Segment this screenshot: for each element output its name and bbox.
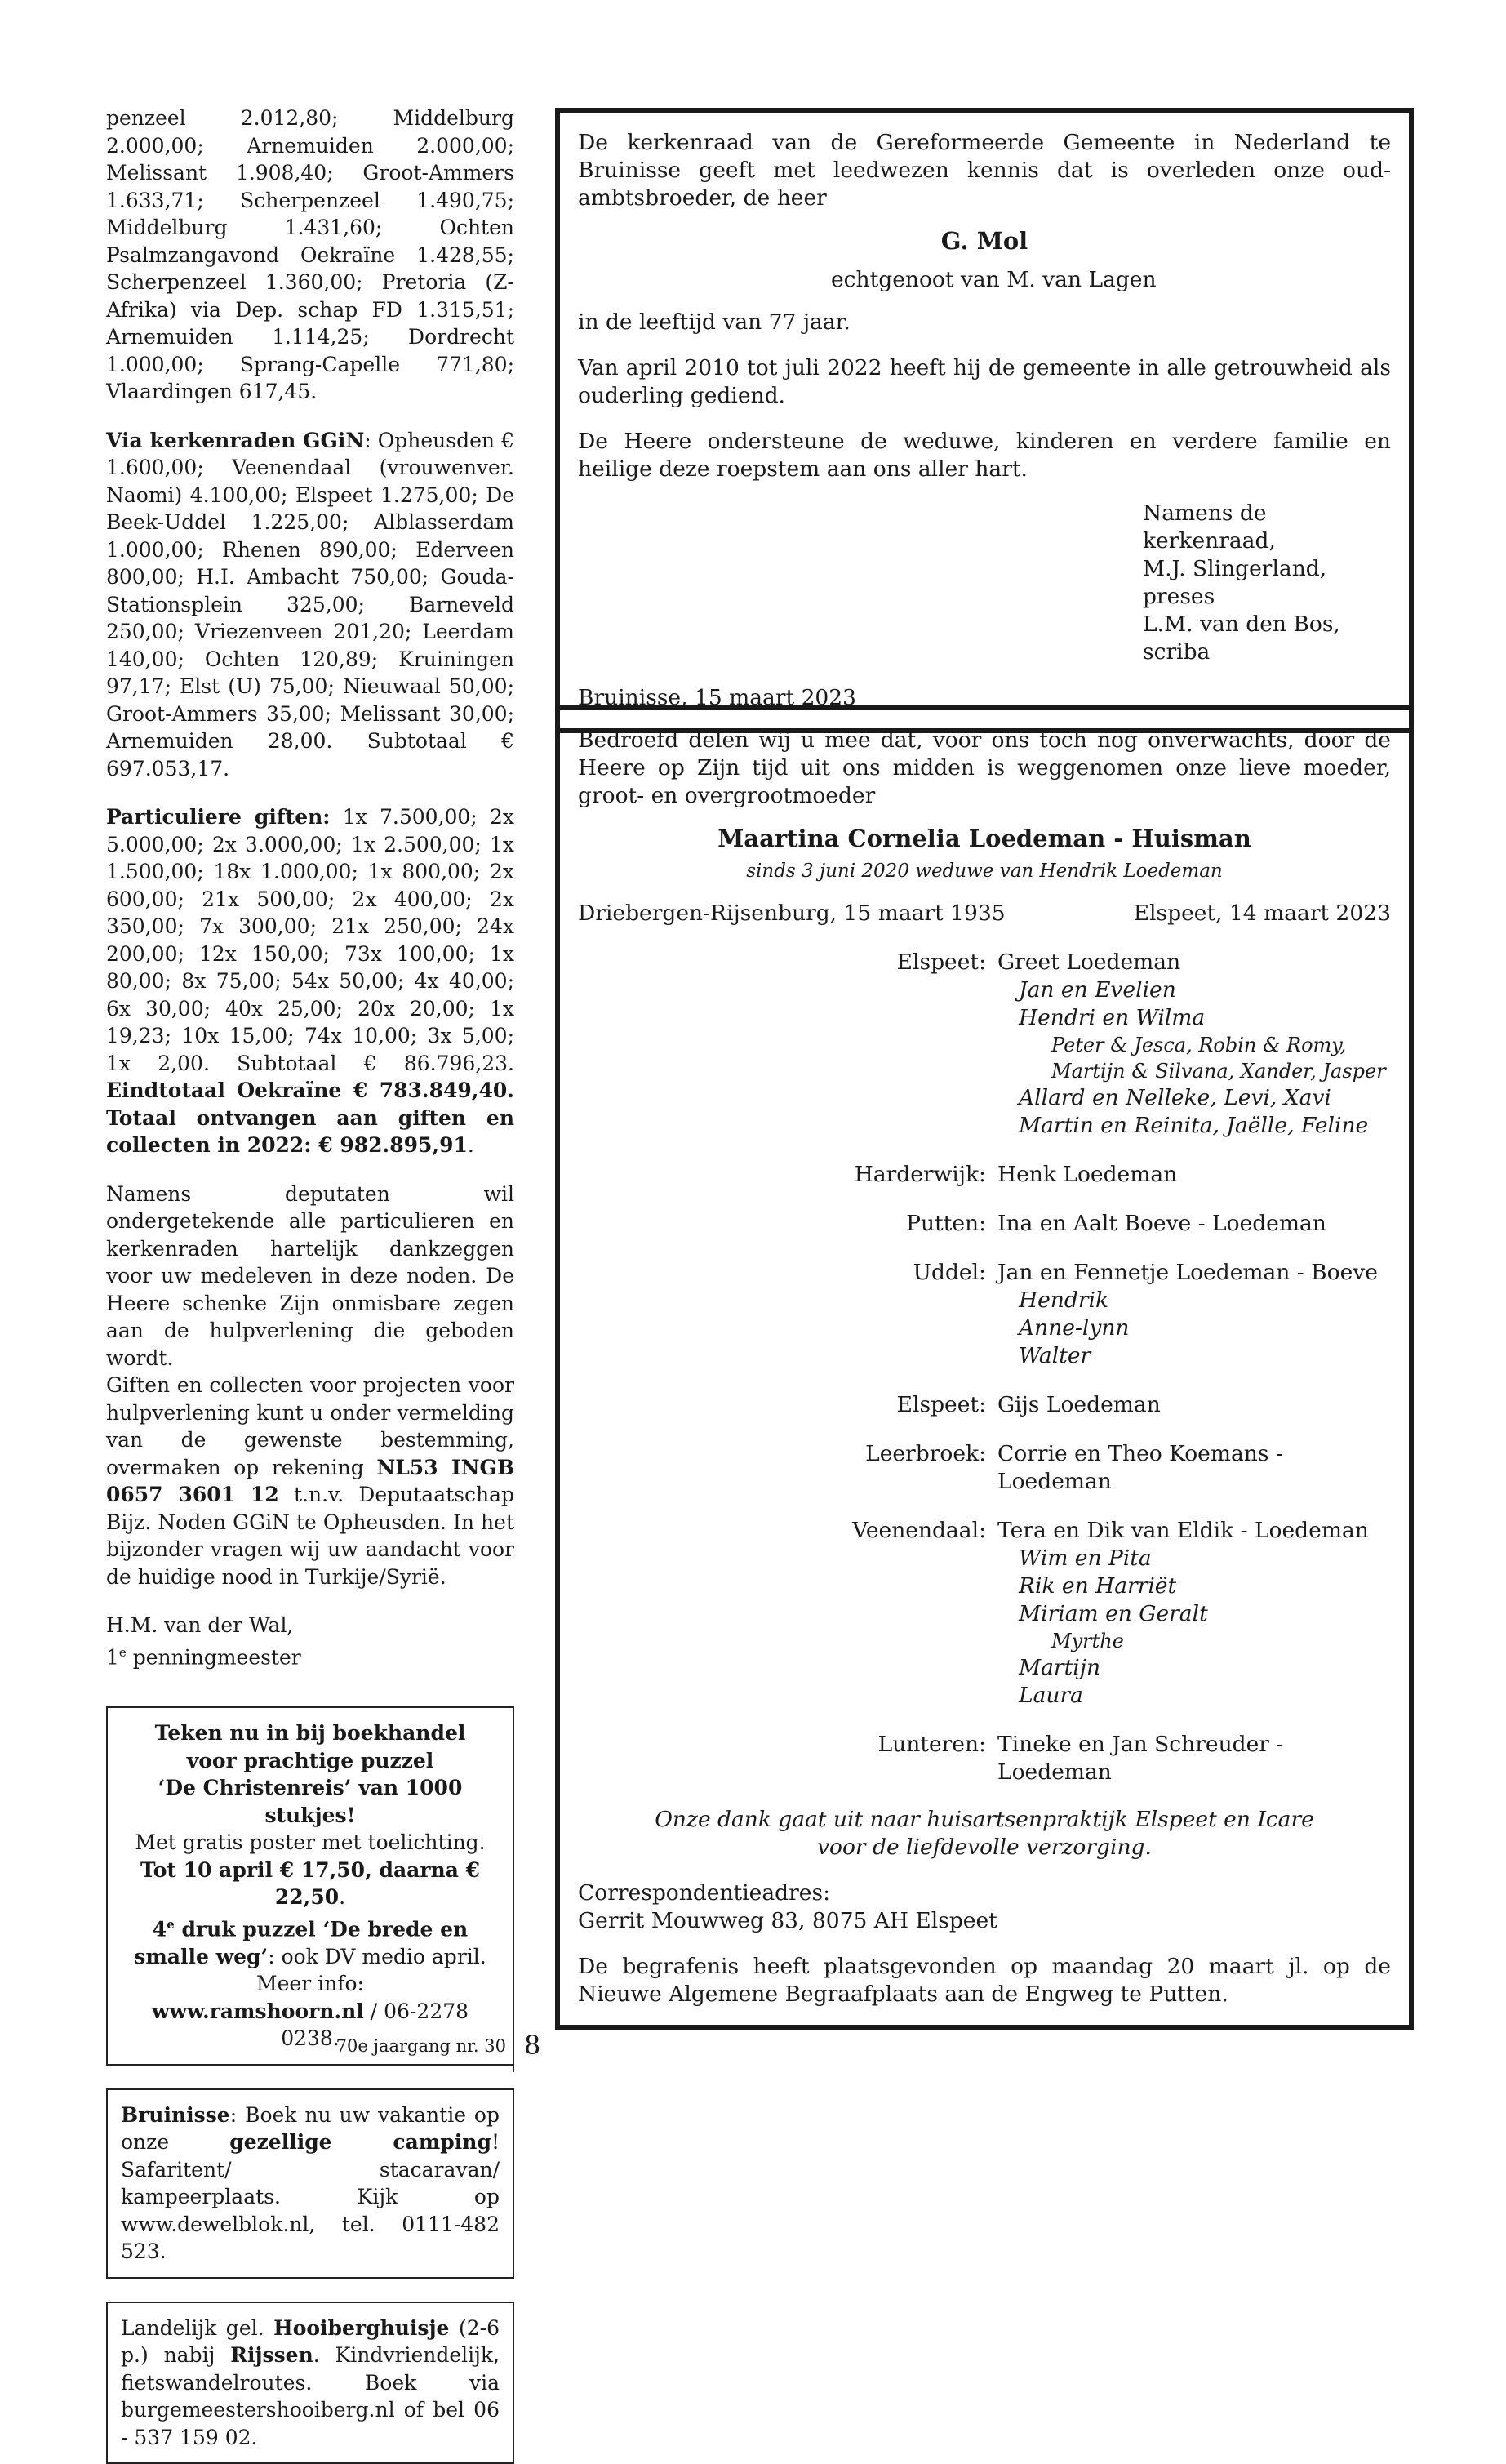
eindtotaal: Eindtotaal Oekraïne € 783.849,40. xyxy=(106,1079,514,1102)
family-place: Putten: xyxy=(906,1211,986,1236)
family-place: Veenendaal: xyxy=(852,1518,986,1543)
donation-list-towns: penzeel 2.012,80; Middelburg 2.000,00; Arnemuiden 2.000,00; Melissant 1.908,40; Groot-Ammers 1.633,71; Scherpenzeel 1.490,75; Middelburg 1.431,60; Ochten Psalmzangavond Oekraïne 1.428,55; Scherpenzeel 1.360,00; Pretoria (Z-Afrika) via Dep. schap FD 1.315,51; Arnemuiden 1.114,25; Dordrecht 1.000,00; Sprang-Capelle 771,80; Vlaardingen 617,45. xyxy=(106,106,514,403)
family-group xyxy=(578,1259,1391,1370)
family-group xyxy=(578,1731,1391,1786)
family-list xyxy=(578,949,1391,1786)
totaal-ontvangen-end: . xyxy=(467,1133,474,1157)
ad-puzzel xyxy=(106,1706,514,2065)
notice1-age: in de leeftijd van 77 jaar. xyxy=(578,309,851,335)
family-descendant: Miriam en Geralt xyxy=(1019,1601,1208,1626)
family-place: Leerbroek: xyxy=(865,1441,986,1466)
family-descendant: Laura xyxy=(1019,1683,1083,1708)
family-place: Harderwijk: xyxy=(854,1162,986,1187)
family-descendant: Walter xyxy=(1019,1343,1091,1368)
family-main: Greet Loedeman xyxy=(997,950,1181,975)
ad-puzzel-phone: / 06-2278 0238. xyxy=(281,1999,469,2051)
ad-camping xyxy=(106,2088,514,2279)
family-place: Uddel: xyxy=(913,1260,986,1285)
ad-puzzel-druk-sup: e xyxy=(167,1916,175,1932)
ad-puzzel-line1: Teken nu in bij boekhandel xyxy=(154,1721,466,1746)
ad-puzzel-line6 xyxy=(121,1911,500,1998)
ad-puzzel-line4: Met gratis poster met toelichting. xyxy=(135,1830,486,1855)
notice2-corr-label: Correspondentieadres: xyxy=(578,1880,830,1906)
family-members xyxy=(997,1440,1391,1496)
family-main: Jan en Fennetje Loedeman - Boeve xyxy=(997,1260,1378,1285)
ad-puzzel-price-end: . xyxy=(339,1885,346,1910)
family-group xyxy=(578,1391,1391,1419)
notice1-name: G. Mol xyxy=(940,227,1028,255)
ad-hooiberg-place: Rijssen xyxy=(230,2343,313,2368)
ad-puzzel-url[interactable]: www.ramshoorn.nl xyxy=(151,1999,364,2023)
family-members xyxy=(997,1391,1391,1419)
iban-number: NL53 INGB 0657 3601 12 xyxy=(106,1455,514,1506)
giften-text-b: t.n.v. Deputaatschap Bijz. Noden GGiN te Opheusden. In het bijzonder vragen wij uw aandacht voor de huidige nood in Turkije/Syrië. xyxy=(106,1483,514,1589)
family-main: Tera en Dik van Eldik - Loedeman xyxy=(997,1518,1369,1543)
ad-hooiberg-name: Hooiberghuisje xyxy=(273,2315,450,2340)
donation-particulier xyxy=(106,803,514,1159)
family-place: Lunteren: xyxy=(877,1732,986,1757)
notice1-sig-line1: Namens de kerkenraad, xyxy=(1143,500,1276,554)
notice1-intro: De kerkenraad van de Gereformeerde Gemeente in Nederland te Bruinisse geeft met leedwezen kennis dat is overleden onze oud-ambtsbroeder, de heer xyxy=(578,130,1391,211)
notice2-funeral: De begrafenis heeft plaatsgevonden op maandag 20 maart jl. op de Nieuwe Algemene Begraafplaats aan de Engweg te Putten. xyxy=(578,1954,1391,2007)
ad-puzzel-info: : ook DV medio april. Meer info: xyxy=(256,1944,486,1996)
ad-puzzel-line2: voor prachtige puzzel xyxy=(186,1748,434,1772)
ad-hooiberg xyxy=(106,2302,514,2464)
family-main: Ina en Aalt Boeve - Loedeman xyxy=(997,1211,1326,1236)
family-main: Gijs Loedeman xyxy=(997,1392,1161,1417)
ad-puzzel-line3: ‘De Christenreis’ van 1000 stukjes! xyxy=(158,1776,463,1827)
family-descendant: Peter & Jesca, Robin & Romy, xyxy=(1051,1034,1347,1056)
death-notice-mol xyxy=(555,108,1414,733)
family-members xyxy=(997,1210,1391,1238)
notice2-corr-address: Gerrit Mouwweg 83, 8075 AH Elspeet xyxy=(578,1908,997,1933)
totaal-ontvangen: Totaal ontvangen aan giften en collecten in 2022: € 982.895,91 xyxy=(106,1105,514,1157)
notice1-spouse: echtgenoot van M. van Lagen xyxy=(831,267,1157,292)
notice1-prayer: De Heere ondersteune de weduwe, kinderen en verdere familie en heilige deze roepstem aan ons aller hart. xyxy=(578,429,1391,482)
signature-name: H.M. van der Wal, xyxy=(106,1613,294,1637)
family-members xyxy=(997,1259,1391,1370)
jaargang: 70e jaargang nr. 30 xyxy=(335,2036,506,2056)
notice2-dates xyxy=(578,900,1391,927)
family-descendant: Hendri en Wilma xyxy=(1019,1005,1206,1030)
notice2-widow: sinds 3 juni 2020 weduwe van Hendrik Loedeman xyxy=(746,861,1223,882)
notice2-name: Maartina Cornelia Loedeman - Huisman xyxy=(717,825,1251,852)
particulier-heading: Particuliere giften: xyxy=(106,805,331,829)
kerkenraden-list: : Opheusden € 1.600,00; Veenendaal (vrouwenver. Naomi) 4.100,00; Elspeet 1.275,00; De Beek-Uddel 1.225,00; Alblasserdam 1.000,00; Rhenen 890,00; Ederveen 800,00; H.I. Ambacht 750,00; Gouda-Stationsplein 325,00; Barneveld 250,00; Vriezenveen 201,20; Leerdam 140,00; Ochten 120,89; Kruiningen 97,17; Elst (U) 75,00; Nieuwaal 50,00; Groot-Ammers 35,00; Melissant 30,00; Arnemuiden 28,00. Subtotaal € 697.053,17. xyxy=(106,428,514,781)
notice2-thanks1: Onze dank gaat uit naar huisartsenpraktijk Elspeet en Icare xyxy=(655,1807,1314,1832)
role-text: penningmeester xyxy=(126,1644,301,1669)
ad-camping-text2: ! Safaritent/ stacaravan/ kampeerplaats. Kijk op www.dewelblok.nl, tel. 0111-482 523. xyxy=(121,2130,500,2264)
ad-camping-place: Bruinisse xyxy=(121,2102,230,2127)
left-column xyxy=(106,105,514,2464)
particulier-list: 1x 7.500,00; 2x 5.000,00; 2x 3.000,00; 1x 2.500,00; 1x 1.500,00; 18x 1.000,00; 1x 800,00; 2x 600,00; 21x 500,00; 2x 400,00; 2x 350,00; 7x 300,00; 21x 250,00; 24x 200,00; 12x 150,00; 73x 100,00; 1x 80,00; 8x 75,00; 54x 50,00; 4x 40,00; 6x 30,00; 40x 25,00; 20x 20,00; 1x 19,23; 10x 15,00; 74x 10,00; 3x 5,00; 1x 2,00. Subtotaal € 86.796,23. xyxy=(106,805,514,1075)
giften-text-a: Giften en collecten voor projecten voor hulpverlening kunt u onder vermelding van de gewenste bestemming, overmaken op rekening xyxy=(106,1373,514,1479)
family-descendant: Myrthe xyxy=(1051,1630,1124,1652)
donation-kerkenraden xyxy=(106,427,514,783)
ad-puzzel-price: Tot 10 april € 17,50, daarna € 22,50 xyxy=(140,1857,480,1910)
family-descendant: Martijn & Silvana, Xander, Jasper xyxy=(1051,1060,1386,1083)
notice1-place-date: Bruinisse, 15 maart 2023 xyxy=(578,685,857,710)
family-group xyxy=(578,949,1391,1140)
family-members xyxy=(997,1517,1391,1710)
family-members xyxy=(997,1731,1391,1786)
notice2-died: Elspeet, 14 maart 2023 xyxy=(1133,901,1391,926)
ad-camping-highlight: gezellige camping xyxy=(229,2130,491,2155)
ad-camping-text1: : Boek nu uw vakantie op onze xyxy=(121,2102,500,2155)
ad-puzzel-druk: druk puzzel ‘De brede en smalle weg’ xyxy=(134,1917,469,1968)
notice1-sig-line3: L.M. van den Bos, scriba xyxy=(1143,612,1340,665)
family-main: Henk Loedeman xyxy=(997,1162,1178,1187)
family-descendant: Martijn xyxy=(1019,1655,1101,1680)
family-group xyxy=(578,1517,1391,1710)
signature-role xyxy=(106,1639,514,1671)
thanks-paragraph: Namens deputaten wil ondergetekende alle particulieren en kerkenraden hartelijk dankzeggen voor uw medeleven in deze noden. De Heere schenke Zijn onmisbare zegen aan de hulpverlening die geboden wordt. xyxy=(106,1181,514,1370)
family-place: Elspeet: xyxy=(896,950,986,975)
page-footer xyxy=(294,2023,620,2072)
footer-divider xyxy=(513,2023,514,2072)
family-descendant: Anne-lynn xyxy=(1019,1315,1130,1341)
page-number: 8 xyxy=(524,2030,541,2061)
family-descendant: Hendrik xyxy=(1019,1288,1109,1313)
death-notice-loedeman xyxy=(555,705,1414,2030)
notice1-sig-line2: M.J. Slingerland, preses xyxy=(1143,556,1327,609)
family-main: Tineke en Jan Schreuder - Loedeman xyxy=(997,1732,1284,1785)
notice2-born: Driebergen-Rijsenburg, 15 maart 1935 xyxy=(578,901,1006,926)
family-members xyxy=(997,949,1391,1140)
ad-hooiberg-text1: Landelijk gel. xyxy=(121,2315,274,2340)
family-descendant: Martin en Reinita, Jaëlle, Feline xyxy=(1019,1113,1369,1138)
notice2-thanks2: voor de liefdevolle verzorging. xyxy=(817,1835,1152,1860)
family-group xyxy=(578,1210,1391,1238)
notice2-intro: Bedroefd delen wij u mee dat, voor ons toch nog onverwachts, door de Heere op Zijn tijd uit ons midden is weggenomen onze lieve moeder, groot- en overgrootmoeder xyxy=(578,727,1391,808)
giften-paragraph xyxy=(106,1372,514,1590)
ad-hooiberg-text3: . Kindvriendelijk, fietswandelroutes. Boek via burgemeestershooiberg.nl of bel 06 - 537 159 02. xyxy=(121,2343,500,2449)
family-main: Corrie en Theo Koemans - Loedeman xyxy=(997,1441,1283,1494)
role-sup: e xyxy=(118,1644,127,1660)
ad-puzzel-line5 xyxy=(121,1857,500,1911)
family-descendant: Wim en Pita xyxy=(1019,1546,1152,1571)
ad-hooiberg-text2: (2-6 p.) nabij xyxy=(121,2315,500,2368)
notice1-signature xyxy=(578,500,1391,666)
kerkenraden-heading: Via kerkenraden GGiN xyxy=(106,428,365,452)
family-descendant: Allard en Nelleke, Levi, Xavi xyxy=(1019,1085,1331,1110)
family-descendant: Rik en Harriët xyxy=(1019,1573,1177,1599)
family-members xyxy=(997,1161,1391,1189)
family-place: Elspeet: xyxy=(896,1392,986,1417)
family-group xyxy=(578,1440,1391,1496)
ad-puzzel-druk-num: 4 xyxy=(152,1917,167,1941)
family-descendant: Jan en Evelien xyxy=(1019,977,1176,1003)
family-group xyxy=(578,1161,1391,1189)
role-number: 1 xyxy=(106,1644,119,1669)
notice1-service: Van april 2010 tot juli 2022 heeft hij de gemeente in alle getrouwheid als ouderling gediend. xyxy=(578,355,1391,408)
